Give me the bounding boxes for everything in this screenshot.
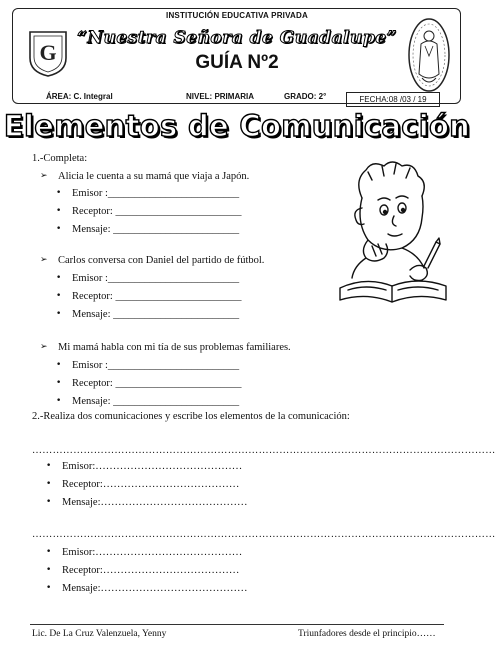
bullet-icon: • <box>56 396 62 406</box>
field-receptor-1[interactable]: Receptor: ________________________ <box>72 206 242 217</box>
field-mensaje-1[interactable]: Mensaje: ________________________ <box>72 224 240 235</box>
boy-writing-illustration <box>332 158 450 310</box>
bullet-icon: • <box>56 378 62 388</box>
s2-field-mensaje-1[interactable]: Mensaje:…………………………………… <box>62 497 248 508</box>
date-box: FECHA:08 /03 / 19 <box>346 92 440 107</box>
s2-field-emisor-1[interactable]: Emisor:…………………………………… <box>62 461 243 472</box>
sentence-2: Carlos conversa con Daniel del partido de fútbol. <box>58 255 265 266</box>
sentence-3: Mi mamá habla con mi tía de sus problemas familiares. <box>58 342 291 353</box>
section2-heading: 2.-Realiza dos comunicaciones y escribe los elementos de la comunicación: <box>32 411 350 422</box>
field-emisor-2[interactable]: Emisor :_________________________ <box>72 273 240 284</box>
s2-field-receptor-1[interactable]: Receptor:………………………………… <box>62 479 240 490</box>
s2-field-emisor-2[interactable]: Emisor:…………………………………… <box>62 547 243 558</box>
bullet-icon: • <box>56 224 62 234</box>
field-emisor-3[interactable]: Emisor :_________________________ <box>72 360 240 371</box>
footer-divider <box>30 624 444 625</box>
bullet-icon: • <box>56 360 62 370</box>
field-receptor-2[interactable]: Receptor: ________________________ <box>72 291 242 302</box>
arrow-bullet-icon: ➢ <box>40 255 48 265</box>
answer-line-2[interactable]: ……………………………………………………………………………………………………………………… <box>32 529 496 540</box>
section1-heading: 1.-Completa: <box>32 153 88 164</box>
bullet-icon: • <box>46 547 52 557</box>
bullet-icon: • <box>56 188 62 198</box>
level-label: NIVEL: PRIMARIA <box>186 92 254 101</box>
footer-author: Lic. De La Cruz Valenzuela, Yenny <box>32 629 167 639</box>
worksheet-title: Elementos de Comunicación <box>3 109 471 143</box>
arrow-bullet-icon: ➢ <box>40 171 48 181</box>
s2-field-mensaje-2[interactable]: Mensaje:…………………………………… <box>62 583 248 594</box>
answer-line-1[interactable]: ……………………………………………………………………………………………………………………… <box>32 445 496 456</box>
s2-field-receptor-2[interactable]: Receptor:………………………………… <box>62 565 240 576</box>
field-emisor-1[interactable]: Emisor :_________________________ <box>72 188 240 199</box>
sentence-1: Alicia le cuenta a su mamá que viaja a Japón. <box>58 171 250 182</box>
bullet-icon: • <box>46 497 52 507</box>
bullet-icon: • <box>46 565 52 575</box>
institution-label: INSTITUCIÓN EDUCATIVA PRIVADA <box>166 11 308 20</box>
arrow-bullet-icon: ➢ <box>40 342 48 352</box>
logo-letter: G <box>39 40 57 65</box>
field-receptor-3[interactable]: Receptor: ________________________ <box>72 378 242 389</box>
school-name: “Nuestra Señora de Guadalupe” <box>77 28 397 48</box>
bullet-icon: • <box>46 479 52 489</box>
bullet-icon: • <box>56 309 62 319</box>
field-mensaje-3[interactable]: Mensaje: ________________________ <box>72 396 240 407</box>
grade-label: GRADO: 2° <box>284 92 327 101</box>
bullet-icon: • <box>56 206 62 216</box>
guide-title: GUÍA Nº2 <box>195 52 279 73</box>
field-mensaje-2[interactable]: Mensaje: ________________________ <box>72 309 240 320</box>
footer-motto: Triunfadores desde el principio…… <box>298 629 436 639</box>
bullet-icon: • <box>46 461 52 471</box>
bullet-icon: • <box>46 583 52 593</box>
bullet-icon: • <box>56 291 62 301</box>
bullet-icon: • <box>56 273 62 283</box>
area-label: ÁREA: C. Integral <box>46 92 113 101</box>
